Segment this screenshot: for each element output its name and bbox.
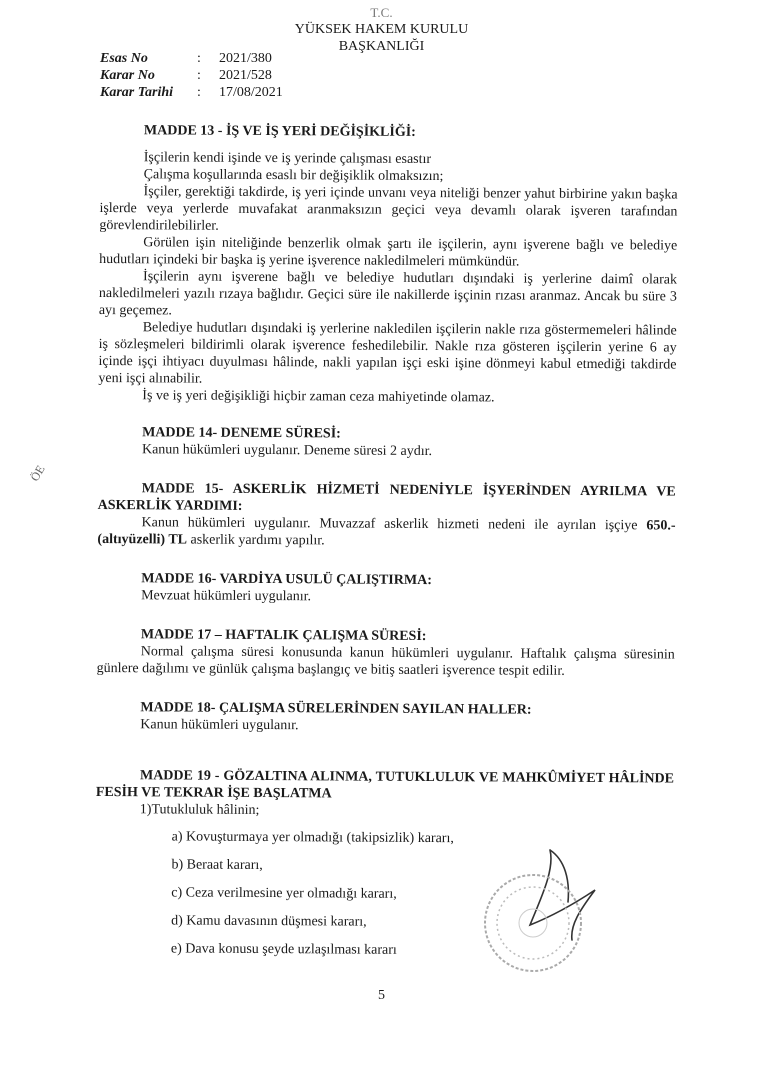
page-number: 5 (378, 988, 385, 1003)
article-14-p1: Kanun hükümleri uygulanır. Deneme süresi 2 aydır. (141, 442, 433, 460)
article-13-p1: İşçilerin kendi işinde ve iş yerinde çalışması esastır (143, 150, 432, 168)
meta-value: 2021/528 (219, 68, 272, 83)
article-13-p7: İş ve iş yeri değişikliği hiçbir zaman ceza mahiyetinde olamaz. (142, 388, 495, 406)
header-org: YÜKSEK HAKEM KURULU (294, 22, 469, 37)
meta-label: Esas No (100, 51, 148, 66)
official-seal-icon (478, 868, 588, 978)
military-aid-amount: 650.-(altıyüzelli) TL (97, 518, 676, 548)
article-13-p2: Çalışma koşullarında esaslı bir değişiklik olmaksızın; (143, 167, 444, 185)
article-16-p1: Mevzuat hükümleri uygulanır. (141, 588, 312, 605)
meta-row-tarih: Karar Tarihi : 17/08/2021 (100, 85, 283, 100)
list-item: e) Dava konusu şeyde uzlaşılması kararı (170, 941, 397, 958)
meta-value: 2021/380 (219, 51, 272, 66)
list-item: d) Kamu davasının düşmesi kararı, (171, 913, 367, 930)
article-13-p3: İşçiler, gerektiği takdirde, iş yeri içinde unvanı veya niteliği benzer yahut birbirine yakın başka işlerde veya yerlerde muvafakat aranmaksızın geçici veya devamlı olarak işveren tarafından görevlendirilebilirler. (99, 184, 678, 234)
header-tc: T.C. (370, 5, 393, 20)
article-16-title: MADDE 16- VARDİYA USULÜ ÇALIŞTIRMA: (141, 571, 432, 589)
article-13-p4: Görülen işin niteliğinde benzerlik olmak şartı ile işçilerin, aynı işverene bağlı ve belediye hudutları içindeki bir başka iş yerine işverence nakledilmeleri mümkündür. (99, 235, 678, 270)
header-dept: BAŞKANLIĞI (338, 39, 425, 54)
article-15-p1: Kanun hükümleri uygulanır. Muvazzaf askerlik hizmeti nedeni ile ayrılan işçiye 650.-(altıyüzelli) TL askerlik yardımı yapılır. (97, 515, 676, 549)
article-13-title: MADDE 13 - İŞ VE İŞ YERİ DEĞİŞİKLİĞİ: (143, 123, 416, 140)
meta-row-esas: Esas No : 2021/380 (100, 51, 272, 66)
article-15-title: MADDE 15- ASKERLİK HİZMETİ NEDENİYLE İŞYERİNDEN AYRILMA VE ASKERLİK YARDIMI: (97, 481, 676, 514)
article-18-title: MADDE 18- ÇALIŞMA SÜRELERİNDEN SAYILAN HALLER: (140, 700, 532, 718)
meta-label: Karar No (100, 68, 155, 83)
meta-row-karar: Karar No : 2021/528 (100, 68, 272, 83)
article-17-p1: Normal çalışma süresi konusunda kanun hükümleri uygulanır. Haftalık çalışma süresinin günlere dağılımı ve günlük çalışma başlangıç ve bitiş saatleri işverence tespit edilir. (96, 644, 675, 679)
meta-value: 17/08/2021 (219, 85, 283, 100)
list-item: a) Kovuşturmaya yer olmadığı (takipsizlik) kararı, (171, 829, 454, 847)
list-item: b) Beraat kararı, (171, 857, 263, 874)
article-13-p6: Belediye hudutları dışındaki iş yerlerine nakledilen işçilerin nakle rıza göstermemeleri hâlinde iş sözleşmeleri bildirimli olarak işverence feshedilebilir. Nakle rıza gösteren işçilerin yerine 6 ay içinde işçi ihtiyacı duyulması hâlinde, nakli yapılan işçi eski işine dönmeyi kabul etmediği takdirde yeni işçi alınabilir. (98, 320, 677, 387)
margin-initials: ÖE (27, 462, 48, 484)
article-17-title: MADDE 17 – HAFTALIK ÇALIŞMA SÜRESİ: (140, 627, 427, 645)
case-meta (100, 50, 283, 101)
article-14-title: MADDE 14- DENEME SÜRESİ: (142, 425, 341, 442)
meta-label: Karar Tarihi (100, 85, 174, 100)
article-19-intro: 1)Tutukluluk hâlinin; (139, 802, 260, 818)
document-header (0, 4, 763, 55)
list-item: c) Ceza verilmesine yer olmadığı kararı, (171, 885, 397, 902)
article-19-title: MADDE 19 - GÖZALTINA ALINMA, TUTUKLULUK VE MAHKÛMİYET HÂLİNDE FESİH VE TEKRAR İŞE BAŞLATMA (95, 768, 675, 802)
article-13-p5: İşçilerin aynı işverene bağlı ve belediye hudutları dışındaki iş yerlerine daimî olarak nakledilmeleri yazılı rızaya bağlıdır. Geçici süre ile nakillerde işçinin rızası aranmaz. Ancak bu süre 3 ayı geçemez. (98, 269, 678, 319)
article-18-p1: Kanun hükümleri uygulanır. (140, 717, 299, 734)
